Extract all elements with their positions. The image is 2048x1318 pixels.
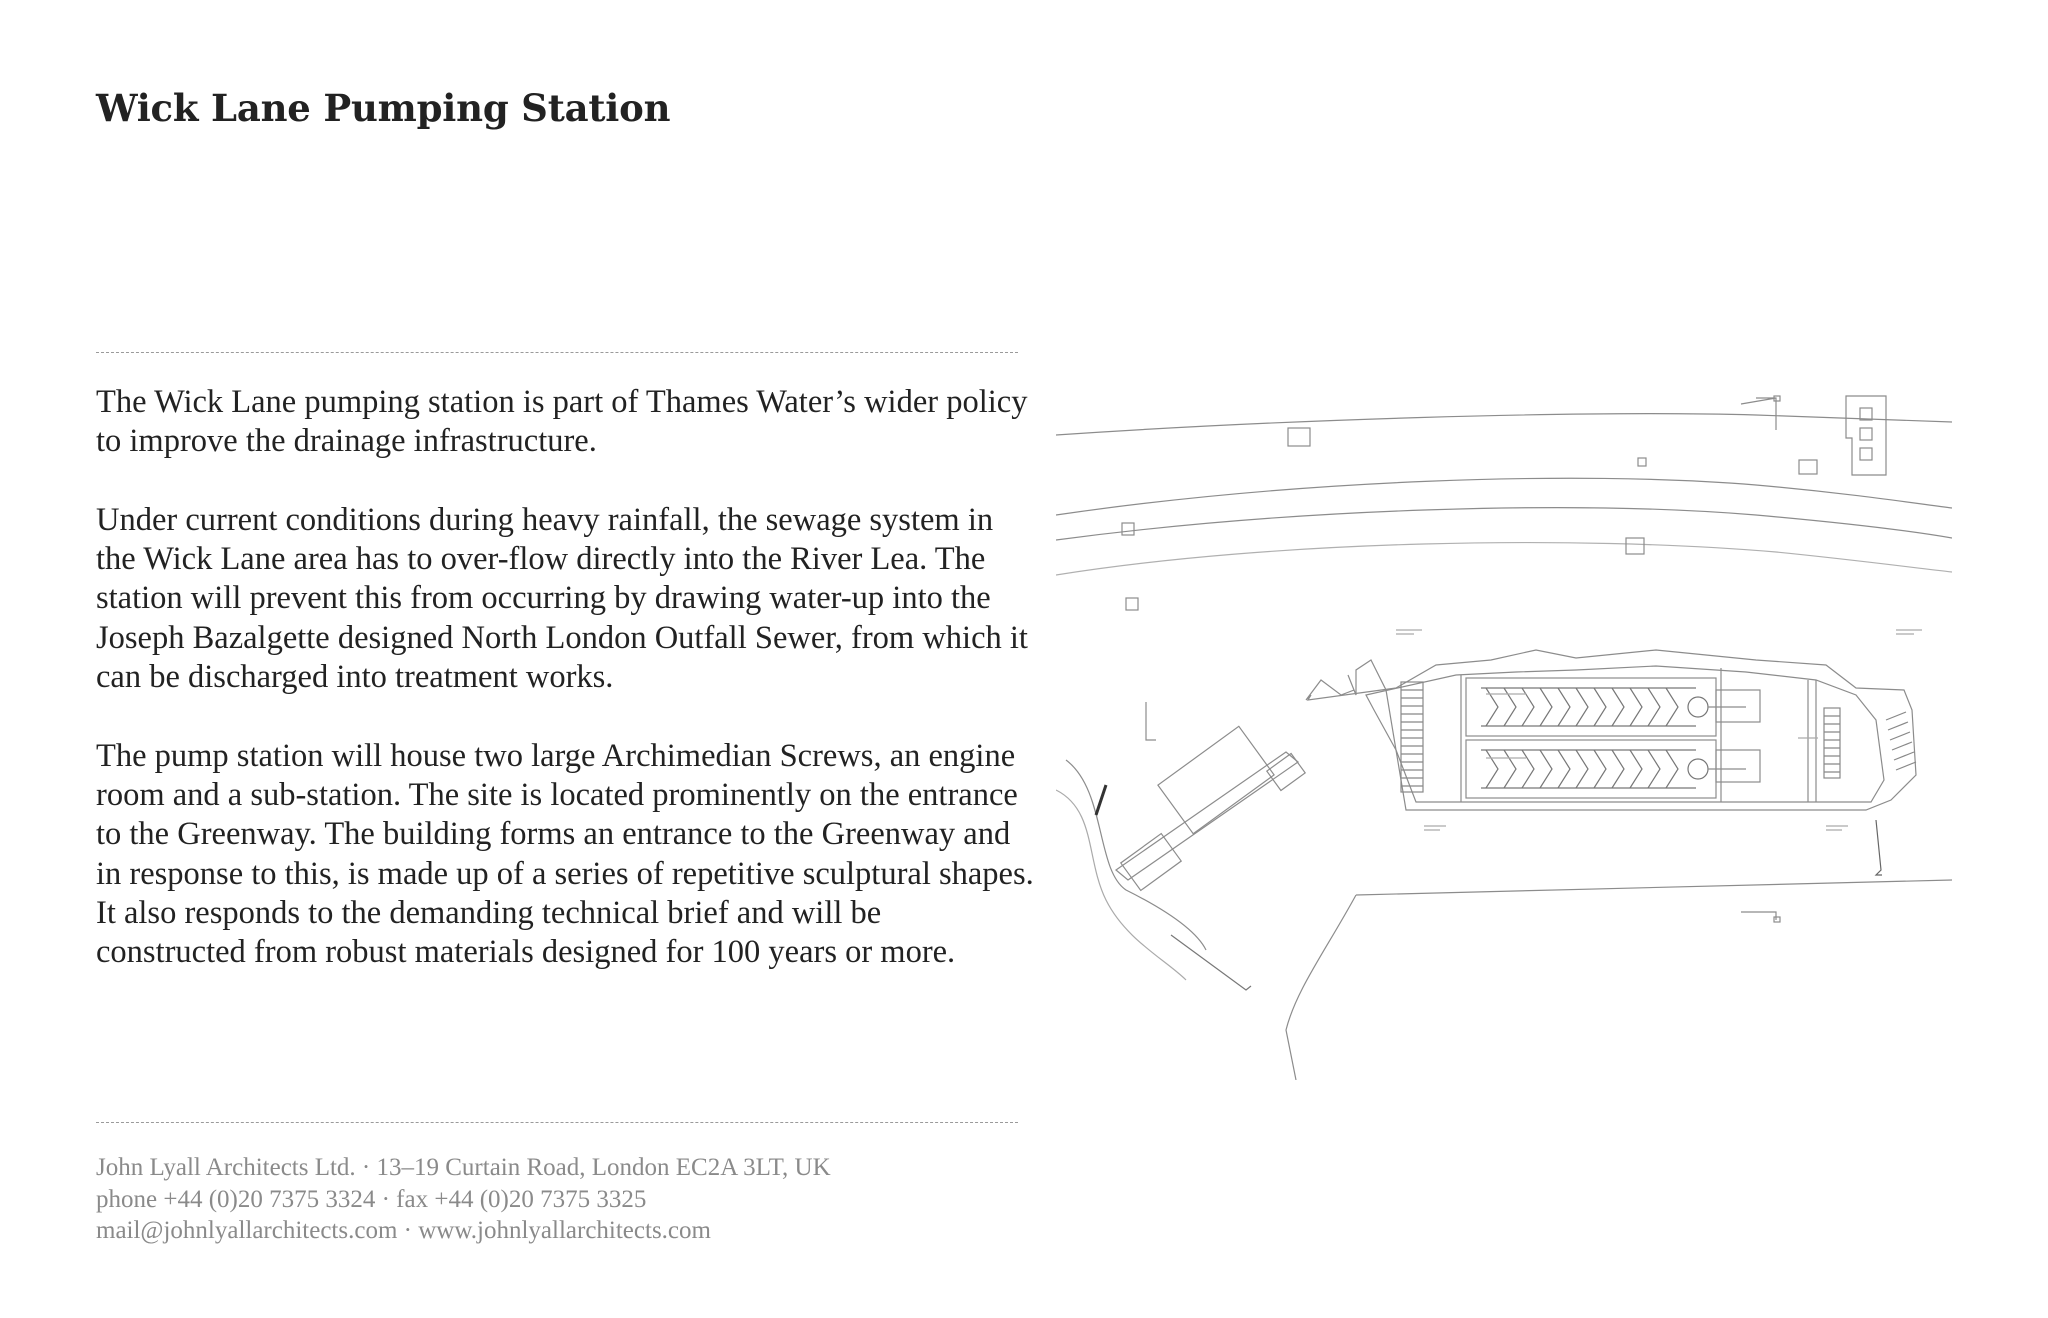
building-inner	[1366, 666, 1884, 802]
contact-footer	[96, 1152, 1036, 1247]
right-pole	[1876, 820, 1882, 875]
description-paragraph-2: Under current conditions during heavy rainfall, the sewage system in the Wick Lane area has to over-flow directly into the River Lea. The station will prevent this from occurring by drawing water-up into the Joseph Bazalgette designed North London Outfall Sewer, from which it can be discharged into treatment works.	[96, 501, 1028, 696]
site-plan-drawing	[1056, 390, 1952, 1080]
corner-box-3	[1860, 448, 1872, 460]
marker-1	[1288, 428, 1310, 446]
marker-2	[1122, 523, 1134, 535]
outlet-pipes	[1708, 707, 1746, 769]
footer-address: John Lyall Architects Ltd. · 13–19 Curtain Road, London EC2A 3LT, UK	[96, 1154, 831, 1181]
outlet-box-2	[1716, 750, 1760, 782]
marker-6	[1638, 458, 1646, 466]
top-divider	[96, 352, 1018, 353]
project-description	[96, 383, 1036, 972]
marker-4	[1626, 538, 1644, 554]
outlet-box-1	[1716, 690, 1760, 722]
lower-road-edge-2	[1286, 895, 1356, 1080]
north-arrow-left	[1146, 702, 1156, 740]
stair-left	[1401, 682, 1423, 792]
description-paragraph-3: The pump station will house two large Archimedian Screws, an engine room and a sub-station. The site is located prominently on the entrance to the Greenway. The building forms an entrance to the Greenway and in response to this, is made up of a series of repetitive sculptural shapes. It also responds to the demanding technical brief and will be constructed from robust materials designed for 100 years or more.	[96, 737, 1034, 971]
page-title: Wick Lane Pumping Station	[96, 86, 671, 130]
dark-stroke	[1096, 785, 1106, 815]
lower-road-edge	[1356, 880, 1952, 895]
north-arrow-top	[1741, 398, 1776, 430]
north-arrow-box-bottom	[1774, 917, 1780, 922]
footer-phone-fax: phone +44 (0)20 7375 3324 · fax +44 (0)20 7375 3325	[96, 1185, 647, 1213]
marker-5	[1799, 460, 1817, 474]
stair-right	[1824, 708, 1916, 778]
road-edge-3	[1056, 508, 1952, 540]
footer-email-web: mail@johnlyallarchitects.com · www.johnlyallarchitects.com	[96, 1217, 711, 1244]
engine-room	[1121, 834, 1181, 891]
description-paragraph-1: The Wick Lane pumping station is part of Thames Water’s wider policy to improve the drainage infrastructure.	[96, 384, 1028, 460]
corner-box-2	[1860, 428, 1872, 440]
arc-curve	[1066, 760, 1206, 950]
marker-3	[1126, 598, 1138, 610]
road-edge-2	[1056, 478, 1952, 515]
north-arrow-bottom	[1741, 912, 1776, 920]
bottom-divider	[96, 1122, 1018, 1123]
annotation-ticks	[1396, 630, 1922, 830]
road-edge-1	[1056, 414, 1952, 435]
archimedian-screw-2	[1481, 750, 1708, 788]
path-line	[1171, 935, 1251, 990]
sub-station	[1158, 726, 1274, 833]
road-edge-4	[1056, 543, 1952, 575]
